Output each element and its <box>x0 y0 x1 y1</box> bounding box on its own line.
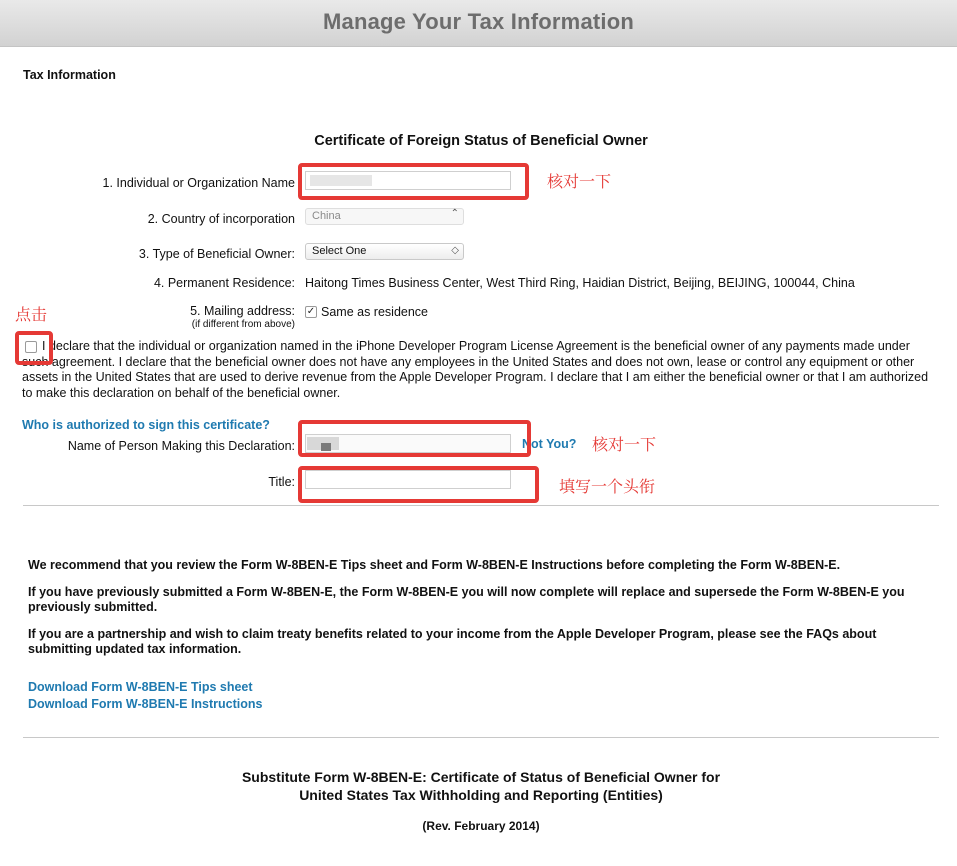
substitute-title-line2: United States Tax Withholding and Reporting (Entities) <box>299 787 663 803</box>
residence-label: 4. Permanent Residence: <box>153 276 295 290</box>
not-you-link[interactable]: Not You? <box>522 437 577 451</box>
owner-type-select[interactable] <box>305 243 464 260</box>
mailing-sublabel: (if different from above) <box>191 319 295 330</box>
revision-date: (Rev. February 2014) <box>422 819 540 833</box>
partnership-paragraph: If you are a partnership and wish to claim treaty benefits related to your income from the Apple Developer Program, please see the FAQs about submitting updated tax information. <box>28 627 877 656</box>
annotation-box-name <box>298 163 529 200</box>
certificate-title: Certificate of Foreign Status of Beneficial Owner <box>314 133 648 149</box>
supersede-paragraph: If you have previously submitted a Form W-8BEN-E, the Form W-8BEN-E you will now complete will replace and supersede the Form W-8BEN-E you previously submitted. <box>28 585 905 614</box>
name-label: 1. Individual or Organization Name <box>102 176 295 190</box>
annotation-fill-title: 填写一个头衔 <box>559 479 656 496</box>
country-value: China <box>312 210 341 222</box>
residence-value: Haitong Times Business Center, West Third Ring, Haidian District, Beijing, BEIJING, 100044, China <box>305 276 855 290</box>
divider <box>23 737 939 738</box>
select-arrows-icon: ⌃ <box>450 208 459 219</box>
owner-type-value: Select One <box>312 245 367 257</box>
substitute-title-line1: Substitute Form W-8BEN-E: Certificate of Status of Beneficial Owner for <box>241 769 721 785</box>
annotation-check-person: 核对一下 <box>592 437 657 454</box>
owner-type-label: 3. Type of Beneficial Owner: <box>138 247 295 261</box>
annotation-box-checkbox <box>15 331 53 365</box>
annotation-box-person <box>298 420 531 457</box>
divider <box>23 505 939 506</box>
select-arrows-icon: ◇ <box>451 245 459 256</box>
tips-sheet-link[interactable]: Download Form W-8BEN-E Tips sheet <box>28 680 253 694</box>
same-as-residence-label: Same as residence <box>321 305 429 319</box>
section-title: Tax Information <box>23 68 116 82</box>
title-label: Title: <box>268 475 295 489</box>
page-header <box>0 0 957 47</box>
authorized-heading: Who is authorized to sign this certificate? <box>22 418 270 432</box>
annotation-box-title <box>298 466 539 503</box>
person-label: Name of Person Making this Declaration: <box>67 439 295 453</box>
mailing-label: 5. Mailing address: <box>190 304 295 318</box>
country-select <box>305 208 464 225</box>
same-as-residence-checkbox[interactable]: ✓ <box>306 306 316 317</box>
instructions-link[interactable]: Download Form W-8BEN-E Instructions <box>28 697 263 711</box>
page-title: Manage Your Tax Information <box>323 9 634 34</box>
annotation-check-name: 核对一下 <box>547 174 612 191</box>
declaration-text: I declare that the individual or organization named in the iPhone Developer Program License Agreement is the beneficial owner of any payments made under such agreement. I declare that the beneficial owner does not have any employees in the United States and does not own, lease or control any equipment or other assets in the United States that are used to derive revenue from the Apple Developer Program. I declare that I am either the beneficial owner or that I am authorized to make this declaration on behalf of the beneficial owner. <box>22 339 929 400</box>
annotation-click: 点击 <box>15 307 48 324</box>
recommend-paragraph: We recommend that you review the Form W-8BEN-E Tips sheet and Form W-8BEN-E Instructions before completing the Form W-8BEN-E. <box>28 558 841 572</box>
country-label: 2. Country of incorporation <box>147 212 295 226</box>
